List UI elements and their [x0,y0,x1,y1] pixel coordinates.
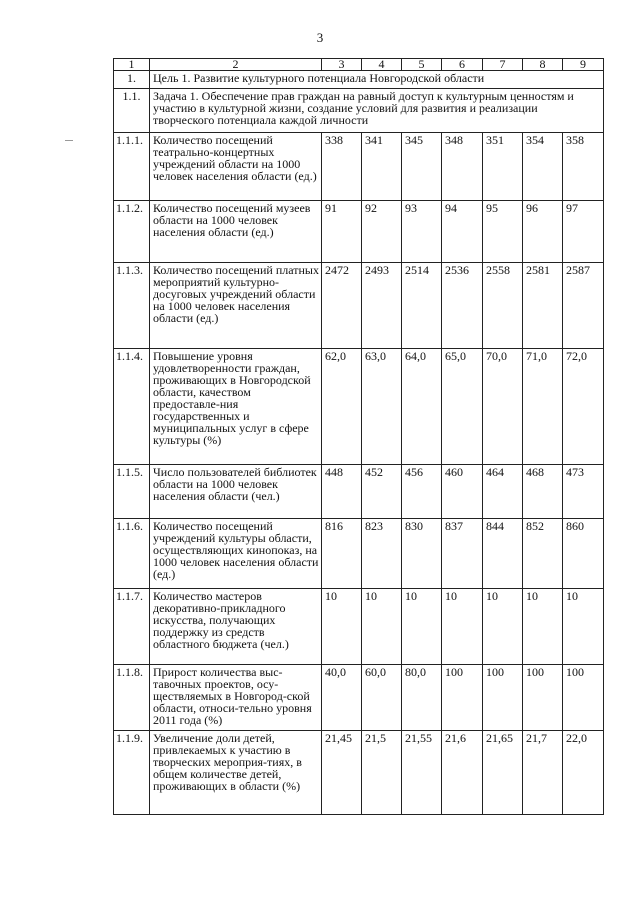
value-cell: 65,0 [442,349,483,465]
header-cell: 4 [362,59,402,71]
value-cell: 345 [402,133,442,201]
row-number: 1.1.7. [114,589,150,665]
value-cell: 64,0 [402,349,442,465]
row-number: 1.1.2. [114,201,150,263]
value-cell: 338 [322,133,362,201]
value-cell: 21,7 [523,731,563,815]
table-row [114,665,604,731]
table-row [114,201,604,263]
task-text: Задача 1. Обеспечение прав граждан на равный доступ к культурным ценностям и участию в культурной жизни, создание условий для развития и реализации творческого потенциала каждой личности [150,89,604,133]
value-cell: 22,0 [563,731,604,815]
value-cell: 473 [563,465,604,519]
table-row [114,465,604,519]
header-cell: 6 [442,59,483,71]
value-cell: 2536 [442,263,483,349]
indicators-table [113,58,604,815]
value-cell: 70,0 [483,349,523,465]
header-cell: 3 [322,59,362,71]
indicator-text: Увеличение доли детей, привлекаемых к участию в творческих мероприя-тиях, в общем количестве детей, проживающих в области (%) [150,731,322,815]
value-cell: 2493 [362,263,402,349]
value-cell: 2472 [322,263,362,349]
value-cell: 21,5 [362,731,402,815]
value-cell: 10 [442,589,483,665]
value-cell: 60,0 [362,665,402,731]
indicator-text: Количество мастеров декоративно-прикладного искусства, получающих поддержку из средств областного бюджета (чел.) [150,589,322,665]
value-cell: 91 [322,201,362,263]
value-cell: 10 [563,589,604,665]
value-cell: 93 [402,201,442,263]
value-cell: 351 [483,133,523,201]
indicator-text: Количество посещений музеев области на 1000 человек населения области (ед.) [150,201,322,263]
value-cell: 80,0 [402,665,442,731]
value-cell: 830 [402,519,442,589]
value-cell: 92 [362,201,402,263]
value-cell: 2581 [523,263,563,349]
value-cell: 62,0 [322,349,362,465]
value-cell: 100 [442,665,483,731]
value-cell: 844 [483,519,523,589]
value-cell: 40,0 [322,665,362,731]
table-row [114,133,604,201]
indicator-text: Количество посещений театрально-концертных учреждений области на 1000 человек населения области (ед.) [150,133,322,201]
row-number: 1.1.4. [114,349,150,465]
value-cell: 348 [442,133,483,201]
indicator-text: Количество посещений платных мероприятий культурно-досуговых учреждений области на 1000 человек населения области (ед.) [150,263,322,349]
value-cell: 21,45 [322,731,362,815]
row-number: 1.1.9. [114,731,150,815]
value-cell: 816 [322,519,362,589]
header-row [114,59,604,71]
value-cell: 21,6 [442,731,483,815]
header-cell: 8 [523,59,563,71]
value-cell: 10 [483,589,523,665]
value-cell: 94 [442,201,483,263]
value-cell: 10 [523,589,563,665]
task-number: 1.1. [114,89,150,133]
value-cell: 10 [362,589,402,665]
value-cell: 456 [402,465,442,519]
header-cell: 5 [402,59,442,71]
row-number: 1.1.5. [114,465,150,519]
value-cell: 10 [402,589,442,665]
margin-mark [65,140,73,141]
value-cell: 97 [563,201,604,263]
value-cell: 71,0 [523,349,563,465]
value-cell: 852 [523,519,563,589]
header-cell: 1 [114,59,150,71]
value-cell: 95 [483,201,523,263]
value-cell: 100 [563,665,604,731]
table-row [114,589,604,665]
value-cell: 100 [523,665,563,731]
goal-text: Цель 1. Развитие культурного потенциала Новгородской области [150,71,604,89]
row-number: 1.1.6. [114,519,150,589]
header-cell: 9 [563,59,604,71]
value-cell: 860 [563,519,604,589]
value-cell: 464 [483,465,523,519]
value-cell: 358 [563,133,604,201]
value-cell: 452 [362,465,402,519]
value-cell: 63,0 [362,349,402,465]
header-cell: 7 [483,59,523,71]
value-cell: 460 [442,465,483,519]
table-row [114,349,604,465]
goal-number: 1. [114,71,150,89]
header-cell: 2 [150,59,322,71]
value-cell: 100 [483,665,523,731]
value-cell: 468 [523,465,563,519]
table-row [114,731,604,815]
table-row [114,263,604,349]
indicator-text: Количество посещений учреждений культуры области, осуществляющих кинопоказ, на 1000 человек населения области (ед.) [150,519,322,589]
table-row [114,519,604,589]
goal-row [114,71,604,89]
value-cell: 2558 [483,263,523,349]
value-cell: 72,0 [563,349,604,465]
value-cell: 21,55 [402,731,442,815]
value-cell: 837 [442,519,483,589]
value-cell: 354 [523,133,563,201]
row-number: 1.1.3. [114,263,150,349]
indicator-text: Прирост количества выс-тавочных проектов, осу-ществляемых в Новгород-ской области, относи-тельно уровня 2011 года (%) [150,665,322,731]
task-row [114,89,604,133]
value-cell: 2587 [563,263,604,349]
row-number: 1.1.8. [114,665,150,731]
value-cell: 10 [322,589,362,665]
value-cell: 21,65 [483,731,523,815]
value-cell: 448 [322,465,362,519]
value-cell: 823 [362,519,402,589]
value-cell: 96 [523,201,563,263]
row-number: 1.1.1. [114,133,150,201]
indicator-text: Число пользователей библиотек области на 1000 человек населения области (чел.) [150,465,322,519]
value-cell: 341 [362,133,402,201]
page-number: 3 [316,30,324,45]
value-cell: 2514 [402,263,442,349]
indicator-text: Повышение уровня удовлетворенности граждан, проживающих в Новгородской области, качеством предоставле-ния государственных и муниципальных услуг в сфере культуры (%) [150,349,322,465]
